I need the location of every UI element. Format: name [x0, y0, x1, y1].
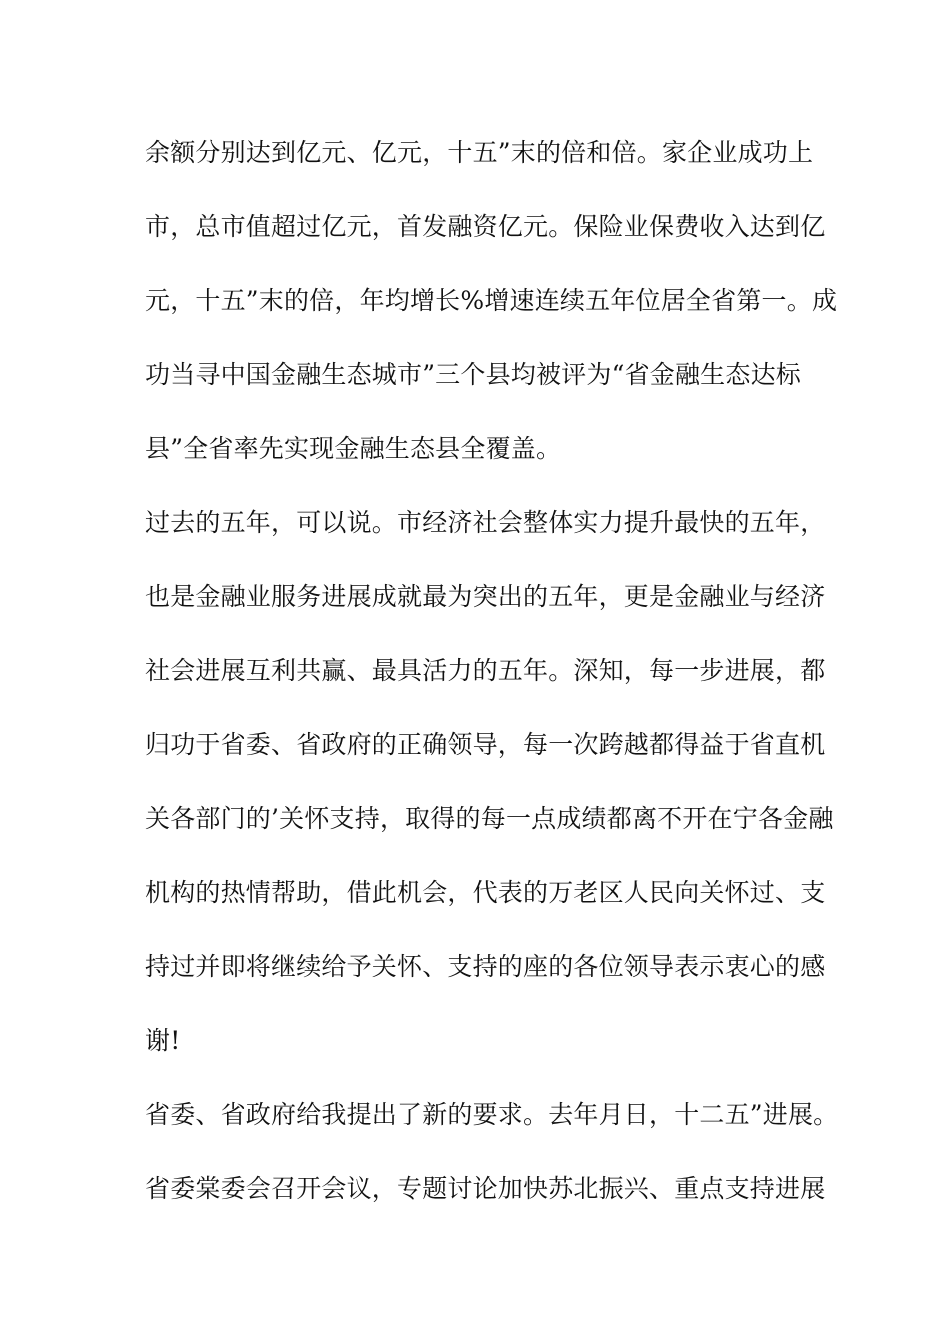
- text-line: 功当寻中国金融生态城市”三个县均被评为“省金融生态达标: [145, 360, 801, 389]
- text-line: 归功于省委、省政府的正确领导，每一次跨越都得益于省直机: [145, 730, 826, 759]
- text-line: 元，十五”末的倍，年均增长%增速连续五年位居全省第一。成: [145, 286, 838, 315]
- text-line: 过去的五年，可以说。市经济社会整体实力提升最快的五年，: [145, 508, 826, 537]
- text-line: 余额分别达到亿元、亿元，十五”末的倍和倍。家企业成功上: [145, 138, 814, 167]
- text-line: 社会进展互利共赢、最具活力的五年。深知，每一步进展，都: [145, 656, 826, 685]
- text-line: 关各部门的’关怀支持，取得的每一点成绩都离不开在宁各金融: [145, 804, 834, 833]
- text-line: 机构的热情帮助，借此机会，代表的万老区人民向关怀过、支: [145, 878, 826, 907]
- text-line: 省委棠委会召开会议，专题讨论加快苏北振兴、重点支持进展: [145, 1174, 826, 1203]
- text-line: 县”全省率先实现金融生态县全覆盖。: [145, 434, 562, 463]
- text-line: 也是金融业服务进展成就最为突出的五年，更是金融业与经济: [145, 582, 826, 611]
- text-line: 持过并即将继续给予关怀、支持的座的各位领导表示衷心的感: [145, 952, 826, 981]
- text-line: 谢!: [145, 1026, 181, 1055]
- text-line: 省委、省政府给我提出了新的要求。去年月日，十二五”进展。: [145, 1100, 839, 1129]
- text-line: 市，总市值超过亿元，首发融资亿元。保险业保费收入达到亿: [145, 212, 826, 241]
